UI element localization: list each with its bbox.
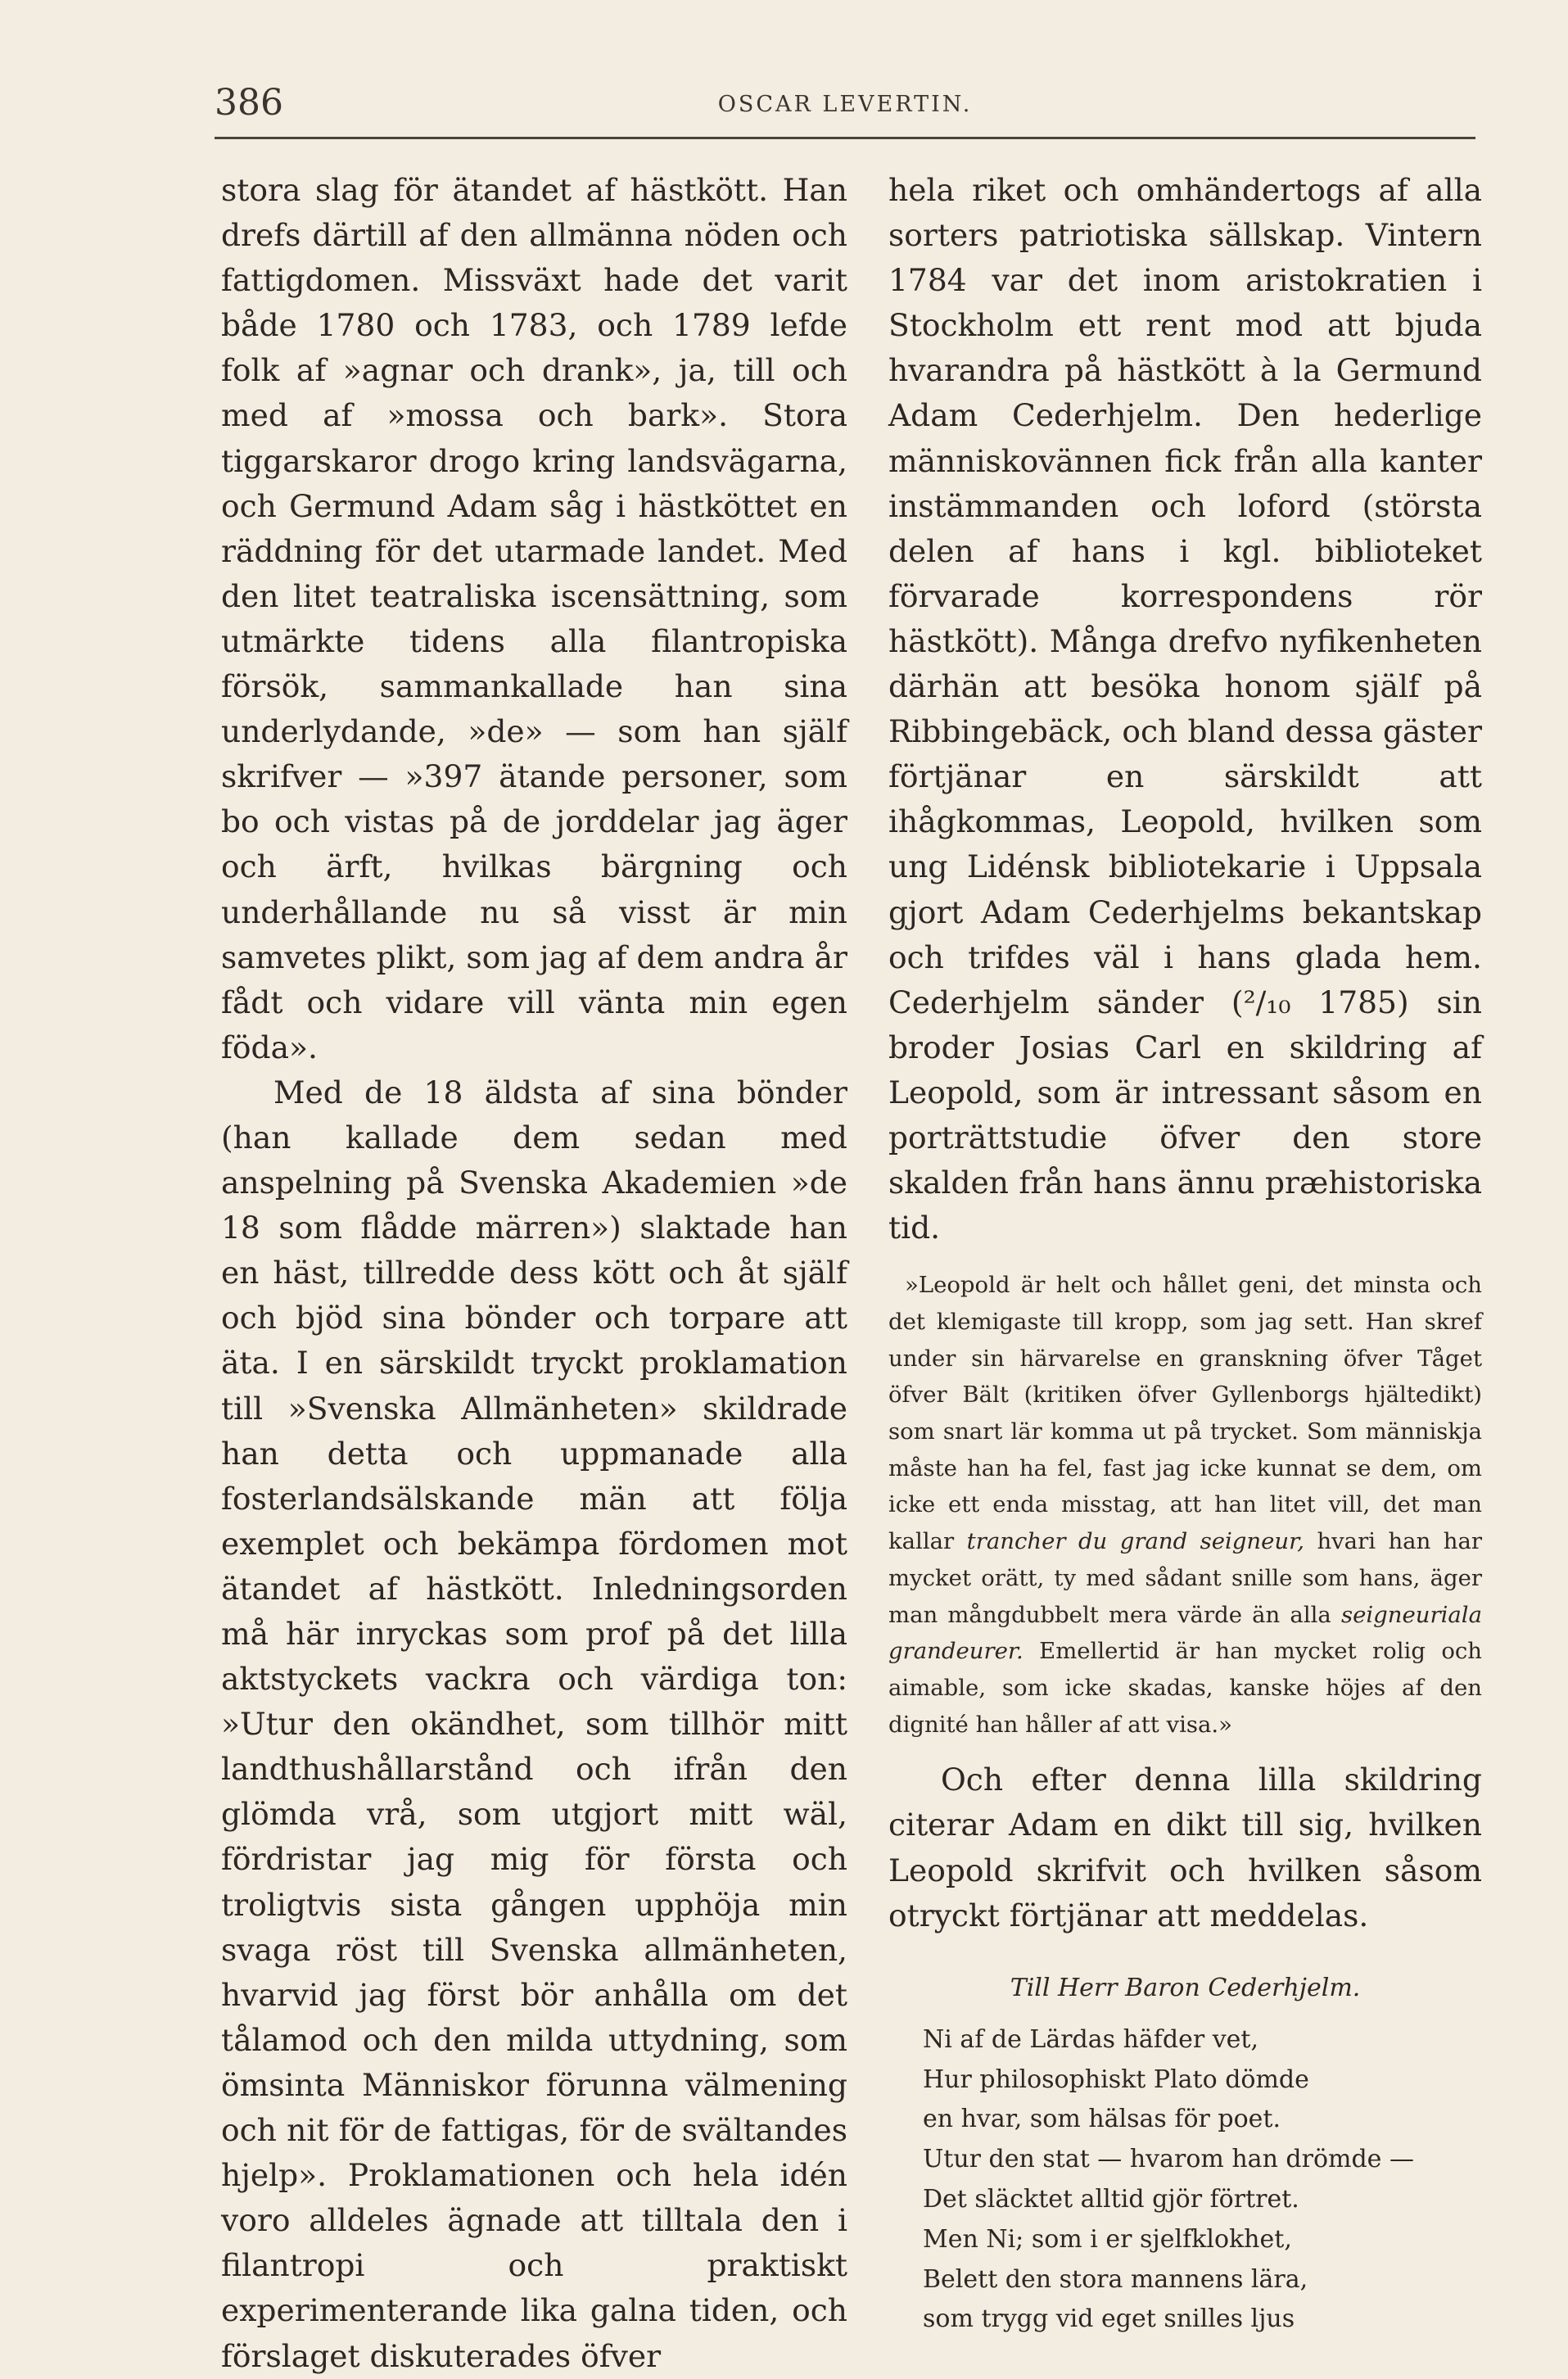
poem-line: Ni af de Lärdas häfder vet, (923, 2024, 1259, 2054)
left-paragraph-1: stora slag för ätandet af hästkött. Han drefs därtill af den allmänna nöden och fattigdomen. Missväxt hade det varit både 1780 och 1783, och 1789 lefde folk af »agnar och drank», ja, till och med af »mossa och bark». Stora tiggarskaror drogo kring landsvägarna, och Germund Adam såg i hästköttet en räddning för det utarmade landet. Med den litet teatraliska iscensättning, som utmärkte tidens alla filantropiska försök, sammankallade han sina underlydande, »de» — som han själf skrifver — »397 ätande personer, som bo och vistas på de jorddelar jag äger och ärft, hvilkas bärgning och underhållande nu så visst är min samvetes plikt, som jag af dem andra år fådt och vidare vill vänta min egen föda». (221, 172, 847, 1065)
poem-line: Men Ni; som i er sjelfklokhet, (923, 2224, 1292, 2254)
poem-line: Utur den stat — hvarom han drömde — (923, 2145, 1414, 2174)
header-rule (215, 137, 1475, 139)
right-paragraph-1: hela riket och omhändertogs af alla sorters patriotiska sällskap. Vintern 1784 var det inom aristokratien i Stockholm ett rent mod att bjuda hvarandra på hästkött à la Germund Adam Cederhjelm. Den hederlige människovännen fick från alla kanter instämmanden och loford (största delen af hans i kgl. biblioteket förvarade korrespondens rör hästkött). Många drefvo nyfikenheten därhän att besöka honom själf på Ribbingebäck, och bland dessa gäster förtjänar en särskildt att ihågkommas, Leopold, hvilken som ung Lidénsk bibliotekarie i Uppsala gjort Adam Cederhjelms bekantskap och trifdes väl i hans glada hem. Cederhjelm sänder (²/₁₀ 1785) sin broder Josias Carl en skildring af Leopold, som är intressant såsom en porträttstudie öfver den store skalden från hans ännu præhistoriska tid. (888, 172, 1482, 1246)
right-column (888, 168, 1482, 2340)
quote-text-1: »Leopold är helt och hållet geni, det minsta och det klemigaste till kropp, som jag sett. Han skref under sin härvarelse en granskning öfver Tåget öfver Bält (kritiken öfver Gyllenborgs hjältedikt) som snart lär komma ut på trycket. Som människja måste han ha fel, fast jag icke kunnat se dem, om icke ett enda misstag, att han litet vill, det man kallar (888, 1272, 1482, 1555)
quote-italic-1: trancher du grand seigneur, (966, 1528, 1304, 1555)
quote-italic-2: seigneuriala grandeurer. (888, 1601, 1482, 1665)
running-head: OSCAR LEVERTIN. (717, 92, 973, 117)
poem-line: Belett den stora mannens lära, (923, 2264, 1308, 2294)
poem-line: Det släcktet alltid gjör förtret. (923, 2184, 1299, 2214)
poem-line: en hvar, som hälsas för poet. (923, 2105, 1281, 2134)
page-number: 386 (215, 82, 283, 124)
block-quote (888, 1267, 1482, 1743)
page-header (215, 82, 1475, 139)
quote-text-3: Emellertid är han mycket rolig och aimable, som icke skadas, kanske höjes af den dignité han håller af att visa.» (888, 1638, 1482, 1738)
left-column (221, 168, 847, 2379)
left-paragraph-2: Med de 18 äldsta af sina bönder (han kallade dem sedan med anspelning på Svenska Akademien »de 18 som flådde märren») slaktade han en häst, tillredde dess kött och åt själf och bjöd sina bönder och torpare att äta. I en särskildt tryckt proklamation till »Svenska Allmänheten» skildrade han detta och uppmanade alla fosterlandsälskande män att följa exemplet och bekämpa fördomen mot ätandet af hästkött. Inledningsorden må här inryckas som prof på det lilla aktstyckets vackra och värdiga ton: »Utur den okändhet, som tillhör mitt landthushållarstånd och ifrån den glömda vrå, som utgjort mitt wäl, fördristar jag mig för första och troligtvis sista gången upphöja min svaga röst till Svenska allmänheten, hvarvid jag först bör anhålla om det tålamod och den milda uttydning, som ömsinta Människor förunna välmening och nit för de fattigas, för de svältandes hjelp». Proklamationen och hela idén voro alldeles ägnade att tilltala den i filantropi och praktiskt experimenterande lika galna tiden, och förslaget diskuterades öfver (221, 1074, 847, 2374)
poem-line: som trygg vid eget snilles ljus (923, 2304, 1295, 2334)
poem-line: Hur philosophiskt Plato dömde (923, 2065, 1309, 2094)
poem-title: Till Herr Baron Cederhjelm. (1010, 1973, 1361, 2002)
quote-text-2: hvari han har mycket orätt, ty med sådant snille som hans, äger man mångdubbelt mera värde än alla (888, 1528, 1482, 1628)
poem (888, 2020, 1482, 2340)
right-paragraph-2: Och efter denna lilla skildring citerar Adam en dikt till sig, hvilken Leopold skrifvit och hvilken såsom otryckt förtjänar att meddelas. (888, 1762, 1482, 1934)
